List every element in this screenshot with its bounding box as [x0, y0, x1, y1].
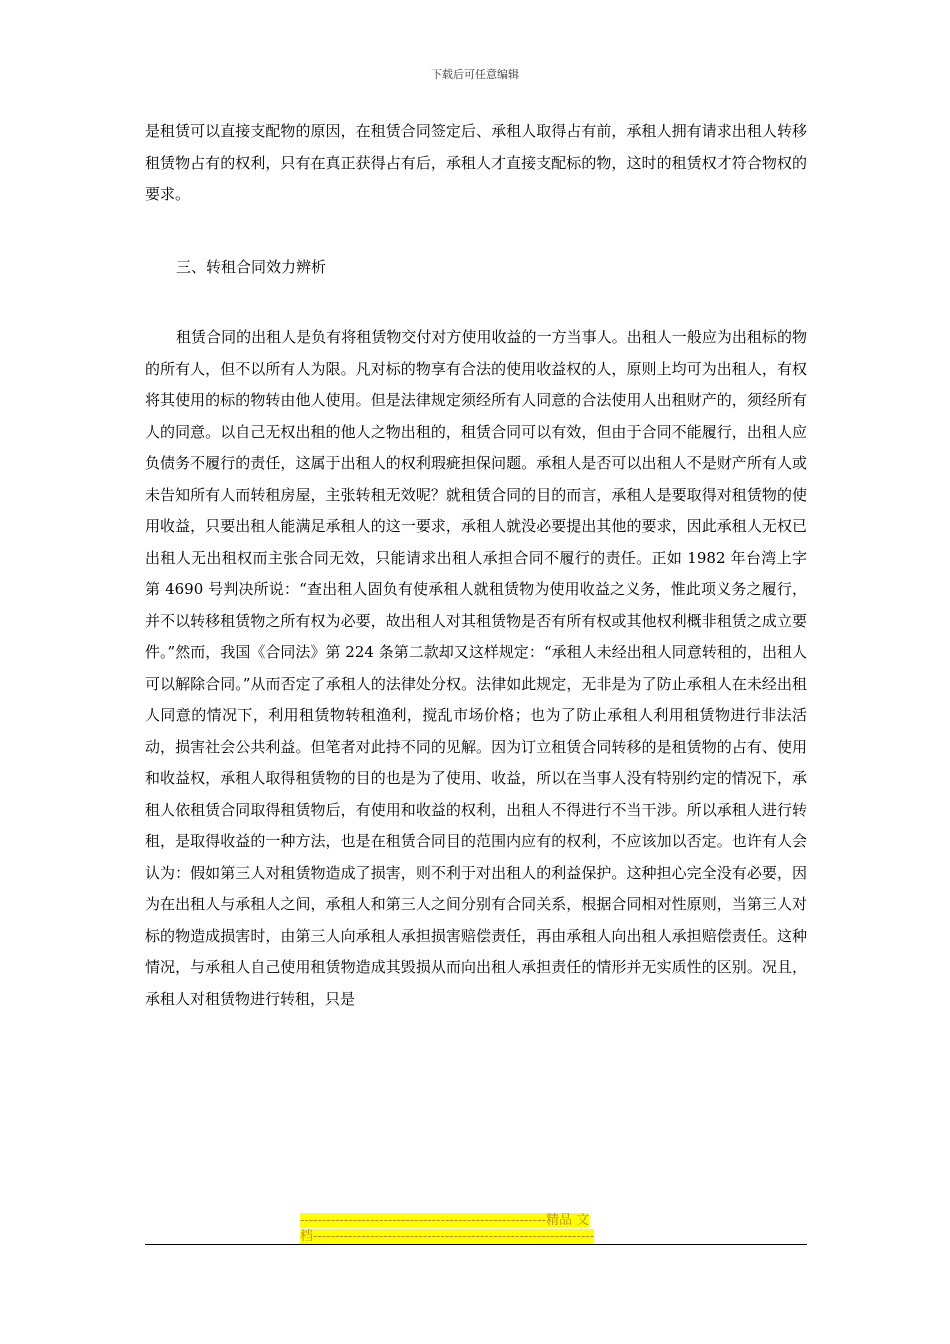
footer-rule — [145, 1244, 807, 1245]
page-header: 下载后可任意编辑 — [431, 68, 519, 81]
footer-line-2: 档---------------------------------------------------------------- — [300, 1229, 595, 1244]
footer-line-1: --------------------------------------------------------精品 文 — [300, 1213, 590, 1228]
footer-watermark — [300, 1213, 650, 1245]
section-heading: 三、转租合同效力辨析 — [176, 258, 327, 276]
paragraph-continued: 是租赁可以直接支配物的原因，在租赁合同签定后、承租人取得占有前，承租人拥有请求出租人转移租赁物占有的权利，只有在真正获得占有后，承租人才直接支配标的物，这时的租赁权才符合物权的要求。 — [145, 122, 807, 203]
paragraph-main: 租赁合同的出租人是负有将租赁物交付对方使用收益的一方当事人。出租人一般应为出租标的物的所有人，但不以所有人为限。凡对标的物享有合法的使用收益权的人，原则上均可为出租人，有权将其使用的标的物转由他人使用。但是法律规定须经所有人同意的合法使用人出租财产的，须经所有人的同意。以自己无权出租的他人之物出租的，租赁合同可以有效，但由于合同不能履行，出租人应负债务不履行的责任，这属于出租人的权利瑕疵担保问题。承租人是否可以出租人不是财产所有人或未告知所有人而转租房屋，主张转租无效呢？就租赁合同的目的而言，承租人是要取得对租赁物的使用收益，只要出租人能满足承租人的这一要求，承租人就没必要提出其他的要求，因此承租人无权已出租人无出租权而主张合同无效，只能请求出租人承担合同不履行的责任。正如 1982 年台湾上字第 4690 号判决所说：“查出租人固负有使承租人就租赁物为使用收益之义务，惟此项义务之履行，并不以转移租赁物之所有权为必要，故出租人对其租赁物是否有所有权或其他权利概非租赁之成立要件。”然而，我国《合同法》第 224 条第二款却又这样规定：“承租人未经出租人同意转租的，出租人可以解除合同。”从而否定了承租人的法律处分权。法律如此规定，无非是为了防止承租人在未经出租人同意的情况下，利用租赁物转租渔利，搅乱市场价格；也为了防止承租人利用租赁物进行非法活动，损害社会公共利益。但笔者对此持不同的见解。因为订立租赁合同转移的是租赁物的占有、使用和收益权，承租人取得租赁物的目的也是为了使用、收益，所以在当事人没有特别约定的情况下，承租人依租赁合同取得租赁物后，有使用和收益的权利，出租人不得进行不当干涉。所以承租人进行转租，是取得收益的一种方法，也是在租赁合同目的范围内应有的权利，不应该加以否定。也许有人会认为：假如第三人对租赁物造成了损害，则不利于对出租人的利益保护。这种担心完全没有必要，因为在出租人与承租人之间，承租人和第三人之间分别有合同关系，根据合同相对性原则，当第三人对标的物造成损害时，由第三人向承租人承担损害赔偿责任，再由承租人向出租人承担赔偿责任。这种情况，与承租人自己使用租赁物造成其毁损从而向出租人承担责任的情形并无实质性的区别。况且，承租人对租赁物进行转租，只是 — [145, 328, 807, 1008]
